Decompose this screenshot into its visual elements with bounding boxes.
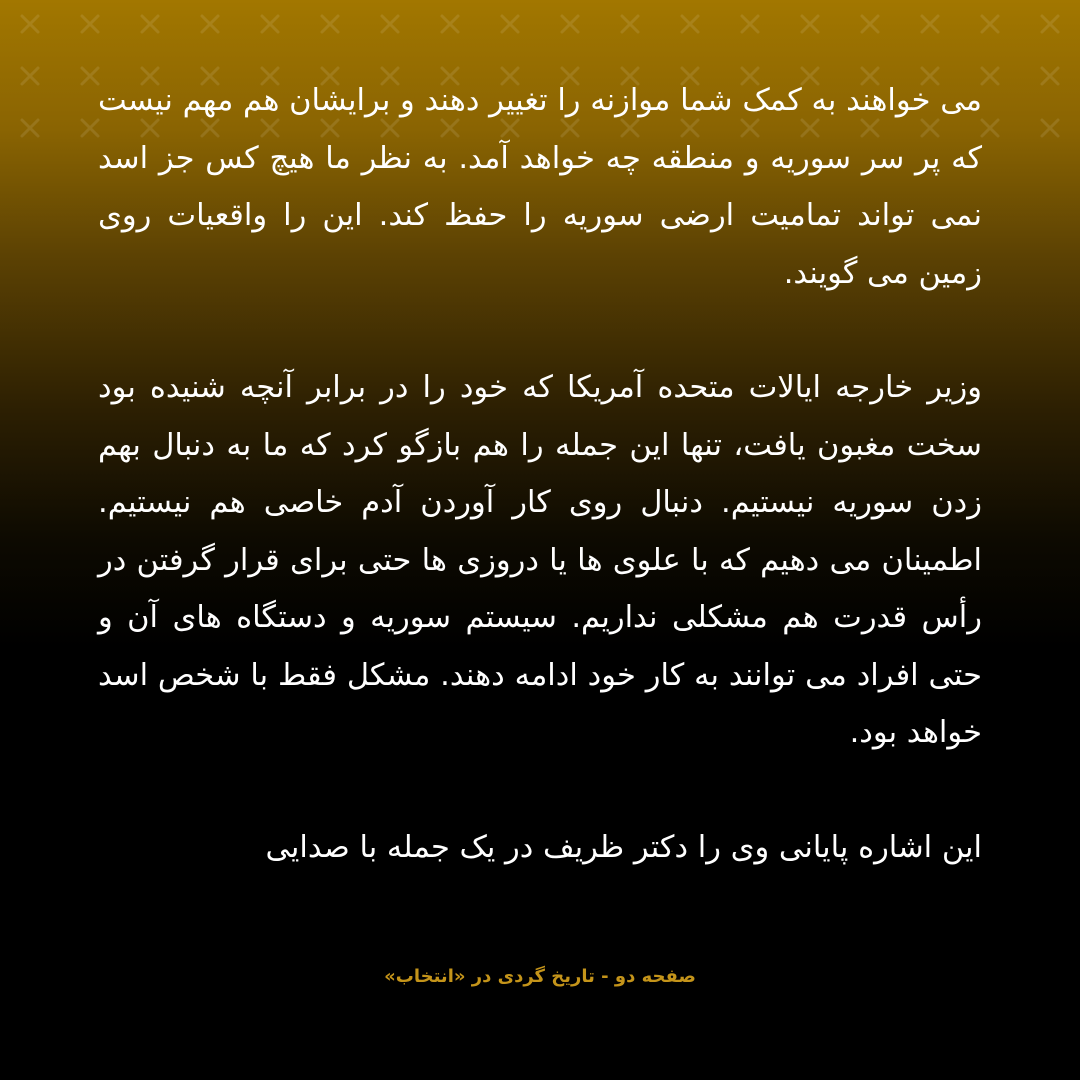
article-body <box>98 72 982 876</box>
paragraph-3: این اشاره پایانی وی را دکتر ظریف در یک جمله با صدایی <box>265 829 982 865</box>
paragraph-2: وزیر خارجه ایالات متحده آمریکا که خود را در برابر آنچه شنیده بود سخت مغبون یافت، تنها این جمله را هم بازگو کرد که ما به دنبال بهم زدن سوریه نیستیم. دنبال روی کار آوردن آدم خاصی هم نیستیم. اطمینان می دهیم که با علوی ها یا دروزی ها حتی برای قرار گرفتن در رأس قدرت هم مشکلی نداریم. سیستم سوریه و دستگاه های آن و حتی افراد می توانند به کار خود ادامه دهند. مشکل فقط با شخص اسد خواهد بود. <box>98 370 982 750</box>
page-footer: صفحه دو - تاریخ گردی در «انتخاب» <box>384 966 696 987</box>
paragraph-1: می خواهند به کمک شما موازنه را تغییر دهند و برایشان هم مهم نیست که پر سر سوریه و منطقه چه خواهد آمد. به نظر ما هیچ کس جز اسد نمی تواند تمامیت ارضی سوریه را حفظ کند. این را واقعیات روی زمین می گویند. <box>98 83 982 291</box>
